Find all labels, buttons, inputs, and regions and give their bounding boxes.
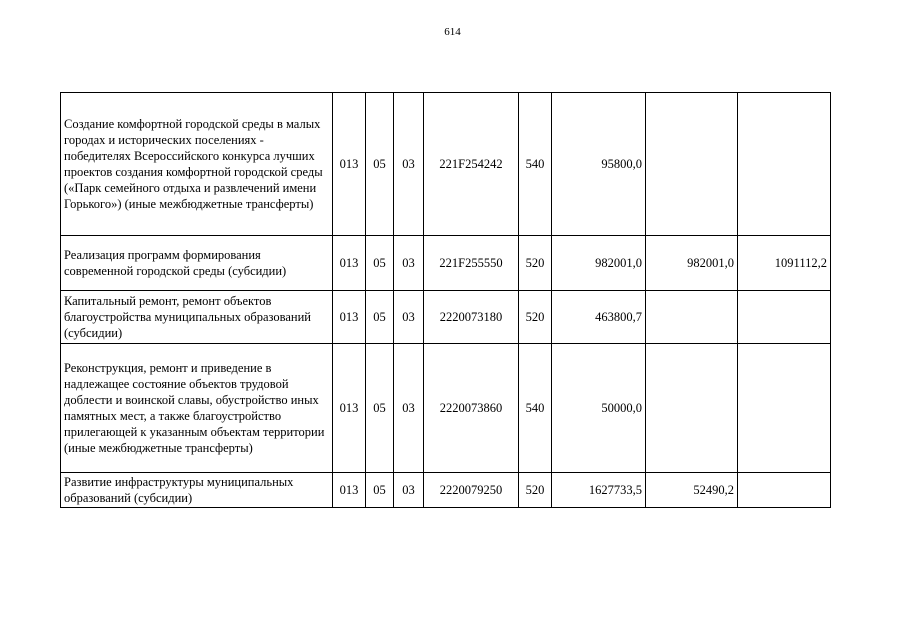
subsection-code-cell: 03 [394, 236, 424, 291]
section-code-cell: 05 [366, 93, 394, 236]
table-row [61, 93, 831, 236]
ministry-code-cell: 013 [333, 344, 366, 473]
amount-year-3-cell [738, 93, 831, 236]
ministry-code-cell: 013 [333, 236, 366, 291]
amount-year-3-cell [738, 473, 831, 508]
subsection-code-cell: 03 [394, 344, 424, 473]
amount-year-1-cell: 463800,7 [552, 291, 646, 344]
amount-year-1-cell: 1627733,5 [552, 473, 646, 508]
target-article-cell: 2220079250 [424, 473, 519, 508]
expense-name-cell: Развитие инфраструктуры муниципальных образований (субсидии) [61, 473, 333, 508]
subsection-code-cell: 03 [394, 291, 424, 344]
subsection-code-cell: 03 [394, 93, 424, 236]
expense-name-cell: Реализация программ формирования современной городской среды (субсидии) [61, 236, 333, 291]
budget-table [60, 92, 831, 508]
amount-year-3-cell: 1091112,2 [738, 236, 831, 291]
amount-year-2-cell [646, 93, 738, 236]
expense-type-cell: 520 [519, 473, 552, 508]
section-code-cell: 05 [366, 344, 394, 473]
table-row [61, 473, 831, 508]
table-row [61, 291, 831, 344]
section-code-cell: 05 [366, 291, 394, 344]
expense-name-cell: Реконструкция, ремонт и приведение в надлежащее состояние объектов трудовой доблести и воинской славы, обустройство иных памятных мест, а также благоустройство прилегающей к указанным объектам территории (иные межбюджетные трансферты) [61, 344, 333, 473]
target-article-cell: 2220073180 [424, 291, 519, 344]
amount-year-1-cell: 95800,0 [552, 93, 646, 236]
amount-year-1-cell: 50000,0 [552, 344, 646, 473]
page-number: 614 [444, 26, 461, 38]
ministry-code-cell: 013 [333, 93, 366, 236]
table-row [61, 344, 831, 473]
section-code-cell: 05 [366, 473, 394, 508]
amount-year-1-cell: 982001,0 [552, 236, 646, 291]
amount-year-3-cell [738, 291, 831, 344]
expense-type-cell: 540 [519, 344, 552, 473]
expense-type-cell: 520 [519, 291, 552, 344]
amount-year-2-cell [646, 344, 738, 473]
ministry-code-cell: 013 [333, 291, 366, 344]
target-article-cell: 2220073860 [424, 344, 519, 473]
table-row [61, 236, 831, 291]
expense-type-cell: 520 [519, 236, 552, 291]
amount-year-2-cell [646, 291, 738, 344]
expense-type-cell: 540 [519, 93, 552, 236]
amount-year-3-cell [738, 344, 831, 473]
amount-year-2-cell: 982001,0 [646, 236, 738, 291]
expense-name-cell: Капитальный ремонт, ремонт объектов благоустройства муниципальных образований (субсидии) [61, 291, 333, 344]
target-article-cell: 221F254242 [424, 93, 519, 236]
subsection-code-cell: 03 [394, 473, 424, 508]
target-article-cell: 221F255550 [424, 236, 519, 291]
section-code-cell: 05 [366, 236, 394, 291]
expense-name-cell: Создание комфортной городской среды в малых городах и исторических поселениях - победителях Всероссийского конкурса лучших проектов создания комфортной городской среды («Парк семейного отдыха и развлечений имени Горького») (иные межбюджетные трансферты) [61, 93, 333, 236]
amount-year-2-cell: 52490,2 [646, 473, 738, 508]
ministry-code-cell: 013 [333, 473, 366, 508]
